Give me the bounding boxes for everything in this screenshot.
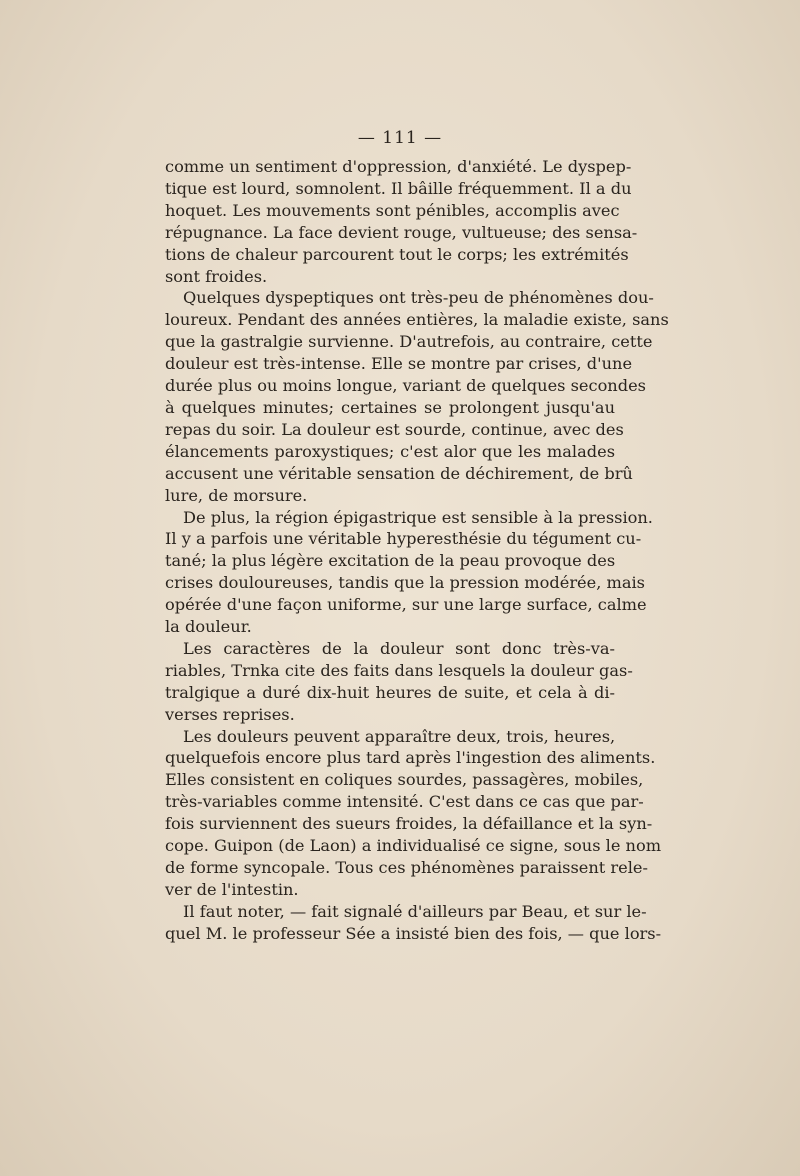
text-line: douleur est très-intense. Elle se montre par crises, d'une — [165, 354, 633, 374]
text-line: De plus, la région épigastrique est sensible à la pression. — [183, 507, 653, 527]
text-line: accusent une véritable sensation de déchirement, de brû — [165, 463, 633, 483]
text-line: Les caractères de la douleur sont donc très-va- — [183, 638, 615, 658]
text-line: la douleur. — [165, 617, 252, 637]
text-line: Quelques dyspeptiques ont très-peu de phénomènes dou- — [183, 288, 654, 308]
text-line: lure, de morsure. — [165, 485, 308, 505]
text-line: durée plus ou moins longue, variant de quelques secondes — [165, 376, 646, 396]
text-line: ver de l'intestin. — [165, 879, 299, 899]
text-line: opérée d'une façon uniforme, sur une large surface, calme — [165, 595, 647, 615]
text-line: comme un sentiment d'oppression, d'anxiété. Le dyspep- — [165, 157, 632, 176]
text-line: repas du soir. La douleur est sourde, continue, avec des — [165, 419, 624, 439]
text-line: loureux. Pendant des années entières, la maladie existe, sans — [165, 310, 669, 330]
page-number: — 111 — — [357, 128, 443, 148]
text-line: très-variables comme intensité. C'est dans ce cas que par- — [165, 792, 644, 812]
text-line: tané; la plus légère excitation de la peau provoque des — [165, 551, 616, 571]
text-line: fois surviennent des sueurs froides, la défaillance et la syn- — [165, 814, 653, 834]
text-line: Il y a parfois une véritable hyperesthésie du tégument cu- — [165, 529, 642, 549]
text-line: que la gastralgie survienne. D'autrefois, au contraire, cette — [165, 332, 653, 352]
text-line: quel M. le professeur Sée a insisté bien des fois, — que lors- — [165, 923, 662, 943]
text-line: hoquet. Les mouvements sont pénibles, accomplis avec — [165, 200, 620, 220]
text-line: à quelques minutes; certaines se prolongent jusqu'au — [165, 397, 615, 417]
text-line: quelquefois encore plus tard après l'ingestion des aliments. — [165, 748, 656, 768]
text-line: verses reprises. — [165, 704, 295, 724]
text-line: Elles consistent en coliques sourdes, passagères, mobiles, — [165, 770, 644, 790]
text-line: tions de chaleur parcourent tout le corps; les extrémités — [165, 244, 629, 264]
text-line: tique est lourd, somnolent. Il bâille fréquemment. Il a du — [165, 178, 632, 198]
text-line: élancements paroxystiques; c'est alor que les malades — [165, 441, 615, 461]
text-line: de forme syncopale. Tous ces phénomènes paraissent rele- — [165, 858, 648, 877]
text-line: riables, Trnka cite des faits dans lesquels la douleur gas- — [165, 660, 633, 680]
text-line: tralgique a duré dix-huit heures de suite, et cela à di- — [165, 682, 615, 702]
text-line: cope. Guipon (de Laon) a individualisé ce signe, sous le nom — [165, 836, 662, 856]
text-line: sont froides. — [165, 266, 268, 286]
text-line: Il faut noter, — fait signalé d'ailleurs par Beau, et sur le- — [183, 901, 647, 921]
text-line: répugnance. La face devient rouge, vultueuse; des sensa- — [165, 222, 638, 242]
text-line: crises douloureuses, tandis que la pression modérée, mais — [165, 573, 645, 593]
text-line: Les douleurs peuvent apparaître deux, trois, heures, — [183, 726, 616, 746]
body-text — [165, 156, 669, 945]
